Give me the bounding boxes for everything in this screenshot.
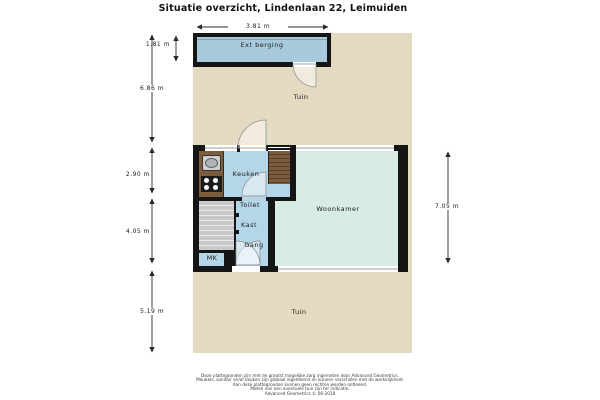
dim-berging-depth: 1.81 m (145, 41, 170, 48)
burner-3 (204, 185, 209, 190)
footer-line: Maten van een eventuele tuin zijn ter indicatie. (250, 386, 350, 392)
toilet-door-jamb (235, 213, 239, 217)
front-door-gap (232, 266, 260, 272)
kast-door-jamb (235, 230, 239, 234)
label-mk: MK (206, 254, 218, 262)
label-tuin-bottom: Tuin (291, 308, 307, 316)
label-kast: Kast (240, 221, 258, 229)
staircase-top-treads (268, 145, 290, 151)
keuken-window (205, 145, 237, 151)
footer-disclaimer (50, 374, 550, 396)
staircase-wood (268, 151, 290, 184)
dim-tuin-bottom-depth: 5.19 m (112, 308, 192, 315)
label-gang: Gang (244, 241, 264, 249)
dim-tuin-top-depth: 6.86 m (112, 85, 192, 92)
ext-berging-door-gap (293, 62, 316, 67)
woonkamer-bottom-window (278, 266, 398, 272)
dim-berging-width: 3.81 m (228, 23, 288, 30)
label-woonkamer: Woonkamer (316, 205, 360, 213)
woonkamer-floor-ext (275, 201, 296, 266)
page-title: Situatie overzicht, Lindenlaan 22, Leimuiden (158, 3, 408, 14)
burner-2 (213, 178, 218, 183)
label-tuin-top: Tuin (293, 93, 309, 101)
label-keuken: Keuken (232, 170, 260, 178)
label-ext-berging: Ext berging (240, 41, 284, 49)
garden-door-gap (240, 145, 266, 151)
label-toilet: Toilet (239, 201, 260, 209)
woonkamer-top-window (296, 145, 394, 151)
burner-1 (204, 178, 209, 183)
footer-line: Meubels, sanitair en/of keuken zijn globaal ingetekend en kunnen verschillen met de werkelijkheid. (196, 377, 404, 383)
door-jamb-top (237, 145, 240, 152)
dim-keuken-depth: 2.90 m (125, 171, 150, 178)
dim-gang-depth: 4.05 m (125, 228, 150, 235)
hallway-floor (236, 201, 268, 266)
footer-line: Aan deze plattegronden kunnen geen rechten worden ontleend. (232, 381, 368, 387)
sink-basin (205, 158, 218, 168)
ext-berging-roofline (197, 39, 327, 40)
footer-line: Deze plattegronden zijn met de grootst mogelijke zorg ingemeten door Advanced Geometrics. (201, 373, 399, 378)
footer-line: Advanced Geometrics © 06-2018 (264, 390, 336, 396)
dim-woning-depth: 7.05 m (417, 203, 477, 210)
burner-4 (213, 185, 218, 190)
